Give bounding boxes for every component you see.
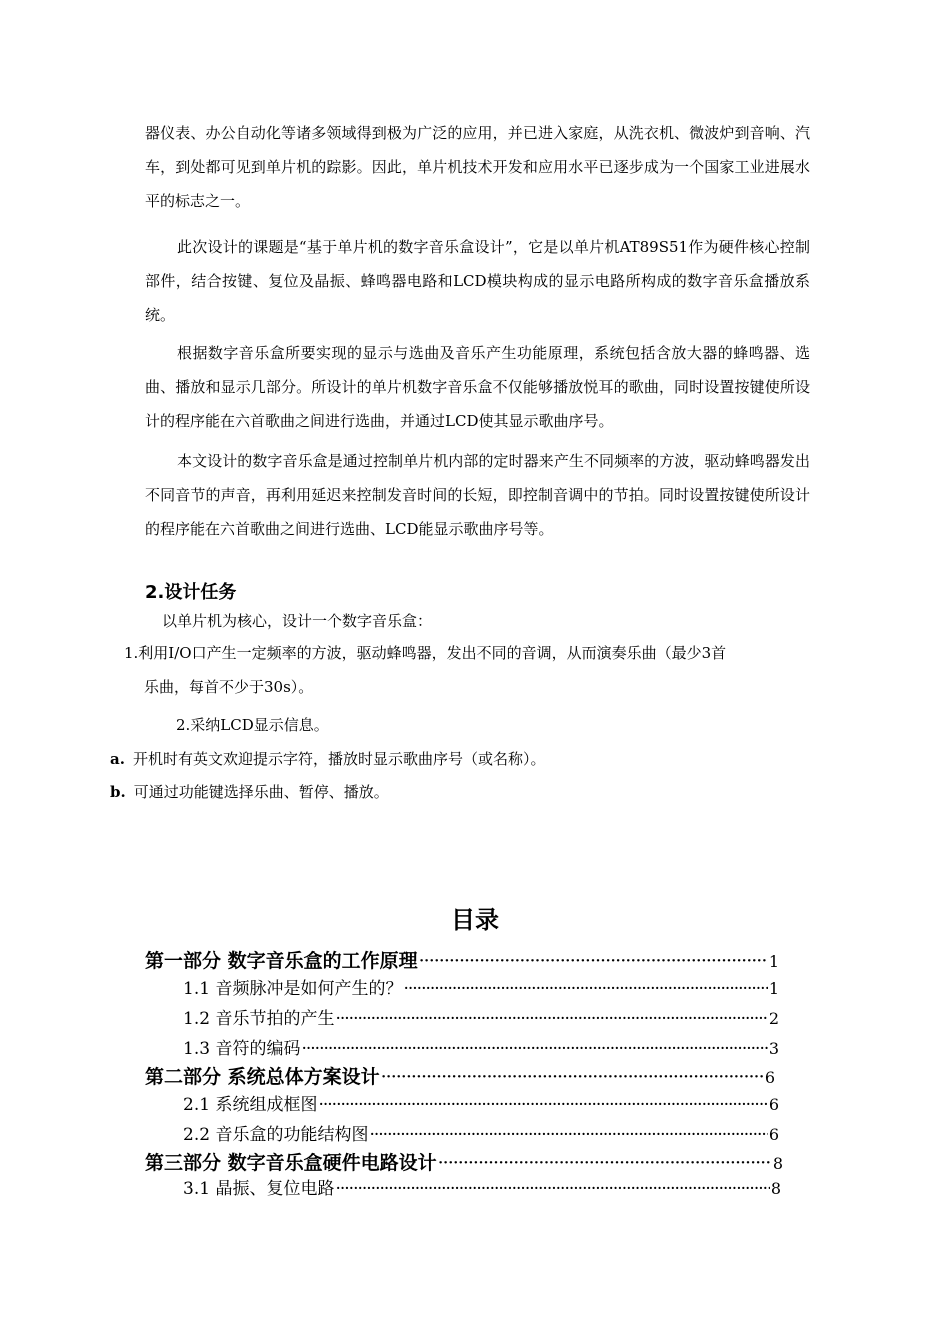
toc-leader-dots xyxy=(369,1125,767,1145)
body-paragraph-2: 此次设计的课题是“基于单片机的数字音乐盒设计”，它是以单片机AT89S51作为硬件核心控制部件，结合按键、复位及晶振、蜂鸣器电路和LCD模块构成的显示电路所构成的数字音乐盒播放系统。 xyxy=(145,238,810,324)
toc-entry[interactable] xyxy=(183,1034,779,1059)
toc-entry-label: 第三部分 数字音乐盒硬件电路设计 xyxy=(145,1152,437,1174)
toc-entry-page: 8 xyxy=(772,1154,783,1173)
section-heading: 2.设计任务 xyxy=(145,582,237,603)
toc-entry-page: 1 xyxy=(768,979,779,998)
task-item-1-line1: 1.利用I/O口产生一定频率的方波，驱动蜂鸣器，发出不同的音调，从而演奏乐曲（最少3首 xyxy=(124,644,727,662)
toc-entry[interactable] xyxy=(145,1062,775,1089)
toc-entry-page: 3 xyxy=(768,1039,779,1058)
body-paragraph-3: 根据数字音乐盒所要实现的显示与选曲及音乐产生功能原理，系统包括含放大器的蜂鸣器、选曲、播放和显示几部分。所设计的单片机数字音乐盒不仅能够播放悦耳的歌曲，同时设置按键使所设计的程序能在六首歌曲之间进行选曲，并通过LCD使其显示歌曲序号。 xyxy=(145,344,810,430)
body-paragraph-4: 本文设计的数字音乐盒是通过控制单片机内部的定时器来产生不同频率的方波，驱动蜂鸣器发出不同音节的声音，再利用延迟来控制发音时间的长短，即控制音调中的节拍。同时设置按键使所设计的程序能在六首歌曲之间进行选曲、LCD能显示歌曲序号等。 xyxy=(145,452,810,538)
toc-entry-label: 第二部分 系统总体方案设计 xyxy=(145,1066,380,1088)
toc-entry-label: 3.1 晶振、复位电路 xyxy=(183,1179,335,1199)
toc-leader-dots xyxy=(381,1066,764,1088)
task-item-2: 2.采纳LCD显示信息。 xyxy=(176,716,329,734)
toc-leader-dots xyxy=(403,979,767,999)
toc-entry[interactable] xyxy=(145,1148,783,1175)
toc-entry-label: 第一部分 数字音乐盒的工作原理 xyxy=(145,950,418,972)
toc-leader-dots xyxy=(335,1009,767,1029)
task-item-1-line2: 乐曲，每首不少于30s）。 xyxy=(144,678,314,696)
toc-entry[interactable] xyxy=(183,1004,779,1029)
toc-entry-label: 2.2 音乐盒的功能结构图 xyxy=(183,1125,369,1145)
toc-entry-label: 1.2 音乐节拍的产生 xyxy=(183,1009,335,1029)
toc-entry-label: 1.3 音符的编码 xyxy=(183,1039,301,1059)
toc-leader-dots xyxy=(438,1152,772,1174)
task-sub-b xyxy=(110,781,389,802)
toc-entry-page: 2 xyxy=(768,1009,779,1028)
sub-b-text: 可通过功能键选择乐曲、暂停、播放。 xyxy=(133,783,389,801)
task-intro: 以单片机为核心，设计一个数字音乐盒： xyxy=(162,612,433,630)
toc-entry-page: 8 xyxy=(770,1179,781,1198)
toc-entry[interactable] xyxy=(183,1120,779,1145)
toc-entry-page: 6 xyxy=(768,1095,779,1114)
toc-leader-dots xyxy=(318,1095,767,1115)
toc-entry[interactable] xyxy=(145,946,779,973)
sub-a-text: 开机时有英文欢迎提示字符，播放时显示歌曲序号（或名称）。 xyxy=(132,750,546,768)
toc-entry[interactable] xyxy=(183,1090,779,1115)
toc-entry-page: 6 xyxy=(764,1068,775,1087)
body-paragraph-1: 器仪表、办公自动化等诸多领域得到极为广泛的应用，并已进入家庭，从洗衣机、微波炉到音响、汽车，到处都可见到单片机的踪影。因此，单片机技术开发和应用水平已逐步成为一个国家工业进展水平的标志之一。 xyxy=(145,124,810,210)
toc-entry[interactable] xyxy=(183,974,779,999)
toc-entry-label: 1.1 音频脉冲是如何产生的？ xyxy=(183,979,403,999)
toc-leader-dots xyxy=(335,1179,769,1199)
toc-entry[interactable] xyxy=(183,1174,781,1199)
sub-a-marker: a. xyxy=(110,750,125,768)
toc-leader-dots xyxy=(301,1039,767,1059)
sub-b-marker: b. xyxy=(110,783,126,801)
toc-entry-page: 1 xyxy=(768,952,779,971)
toc-entry-label: 2.1 系统组成框图 xyxy=(183,1095,318,1115)
toc-entry-page: 6 xyxy=(768,1125,779,1144)
toc-title: 目录 xyxy=(451,905,499,934)
task-sub-a xyxy=(110,748,545,769)
task-item-1 xyxy=(124,636,810,704)
toc-leader-dots xyxy=(419,950,768,972)
